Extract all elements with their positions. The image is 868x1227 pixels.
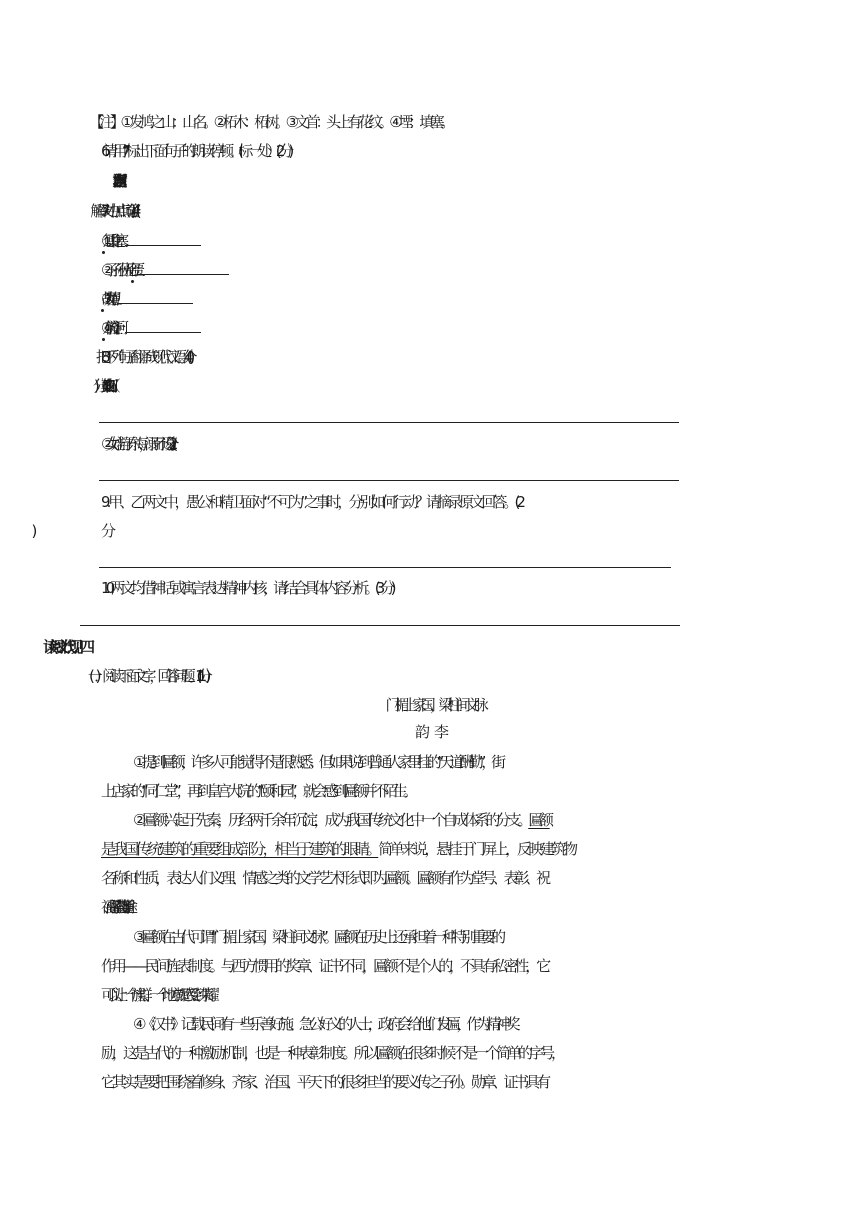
answer-line[interactable]: [99, 567, 671, 568]
question-7-item-3: ③故为精卫: [0, 288, 868, 310]
paragraph-2-line-3: 名称和性质，表达人们义理、情感之类的文学艺术形式即为匾额。匾额有作为堂号、表彰、祝: [101, 869, 548, 887]
paragraph-2-line-4: 福、商号、室内装饰等用途。: [101, 898, 128, 916]
question-7-item-4: ④东流注于河: [0, 317, 868, 339]
answer-blank[interactable]: [125, 318, 201, 333]
paragraph-2-line-1: ②匾额兴起于先秦，历经两千余年沉淀，成为我国传统文化中一个自成体系的分支。匾额: [133, 811, 550, 829]
underlined-sentence: 是我国传统建筑的重要组成部分，相当于建筑的眼睛。: [101, 840, 379, 858]
paragraph-3-line-1: ③匾额在古代可谓“门楣上家国，梁柱间文脉”。匾额在历史上还承担着一种特别重要的: [133, 928, 501, 946]
dotted-word: 惩: [102, 232, 106, 250]
question-10-label: 10. 两文均借神话或寓言表达精神内核，请结合具体内容分析。(3 分): [101, 579, 392, 597]
paragraph-1-line-1: ①提到匾额，许多人可能觉得不是很熟悉。但如果说到普通人家里挂的“天道酬勤”，街: [133, 753, 501, 771]
answer-line[interactable]: [80, 625, 680, 626]
underlined-sentence: 匾额: [528, 811, 550, 829]
dotted-word: 匮: [130, 261, 135, 279]
paragraph-3-line-2: 作用——民间旌表制度。与西方惯用的奖章、证书不同，匾额不是个人的，不具有私密性，它: [101, 957, 548, 975]
question-7-label: 7. 解释文中加点词语。(4 分): [101, 202, 128, 220]
article-title: 门楣上家国，梁柱间文脉: [385, 696, 483, 714]
question-8-label: 8. 把下列句子翻译成现代汉语。(4 分): [101, 348, 188, 366]
section-heading: [0, 636, 868, 658]
paragraph-4-line-1: ④《汉书》记载民间有一些乐善好施、急公好义的人士，政府会给他们发匾，作为精神奖: [133, 1015, 516, 1033]
paragraph-1-line-2: 上店家的“同仁堂”，再到皇宫大院的“颐和园”，就会感到匾额并不陌生。: [101, 782, 414, 800]
question-8-item-1: [0, 375, 868, 397]
question-7-item-1: ①惩山北之塞: [0, 230, 868, 252]
question-8-item-2: ②女娃游于东海，溺而不返。(2 分): [101, 435, 167, 453]
question-7-item-2: ②子子孙孙无穷匮: [0, 259, 868, 281]
paragraph-4-line-3: 它其实是要把围绕着修身、齐家、治国、平天下的很多担当的要义传之子孙。勋章、证书具有: [101, 1073, 548, 1091]
answer-blank[interactable]: [117, 289, 193, 304]
paragraph-4-line-2: 励，这是古代的一种激励机制，也是一种表彰制度。所以匾额在很多时候不是一个简单的字号，: [101, 1044, 563, 1062]
question-9-line-1: 9. 甲、乙两文中，愚公和精卫面对“不可为”之事时，分别如何行动？请摘录原文回答。(2: [101, 493, 523, 511]
answer-blank[interactable]: [125, 231, 201, 246]
question-6-label: 6. 请用“/”标出下面句子的朗读停顿。(标一处）(2 分): [101, 142, 289, 160]
dotted-word: 故: [101, 290, 104, 308]
answer-line[interactable]: [99, 422, 679, 423]
question-9-line-2: [0, 520, 868, 542]
dotted-word: 东: [102, 319, 106, 337]
article-author: [0, 721, 868, 743]
answer-line[interactable]: [99, 480, 679, 481]
question-6-sentence: [0, 170, 868, 192]
paragraph-3-line-3: 可以让一个族群、一个地方都感受到荣耀。: [101, 986, 218, 1004]
footnote: 【注】①发鸠之山：山名。②柘木：柘树。③文首：头上有花纹。④堙：填塞。: [89, 113, 451, 131]
answer-blank[interactable]: [137, 260, 229, 275]
paragraph-2-line-2: 是我国传统建筑的重要组成部分，相当于建筑的眼睛。简单来说，悬挂于门屏上，反映建筑物: [101, 840, 575, 858]
section-subheading: (一)．阅读下面文字，回答问题。(11 分): [89, 667, 205, 685]
